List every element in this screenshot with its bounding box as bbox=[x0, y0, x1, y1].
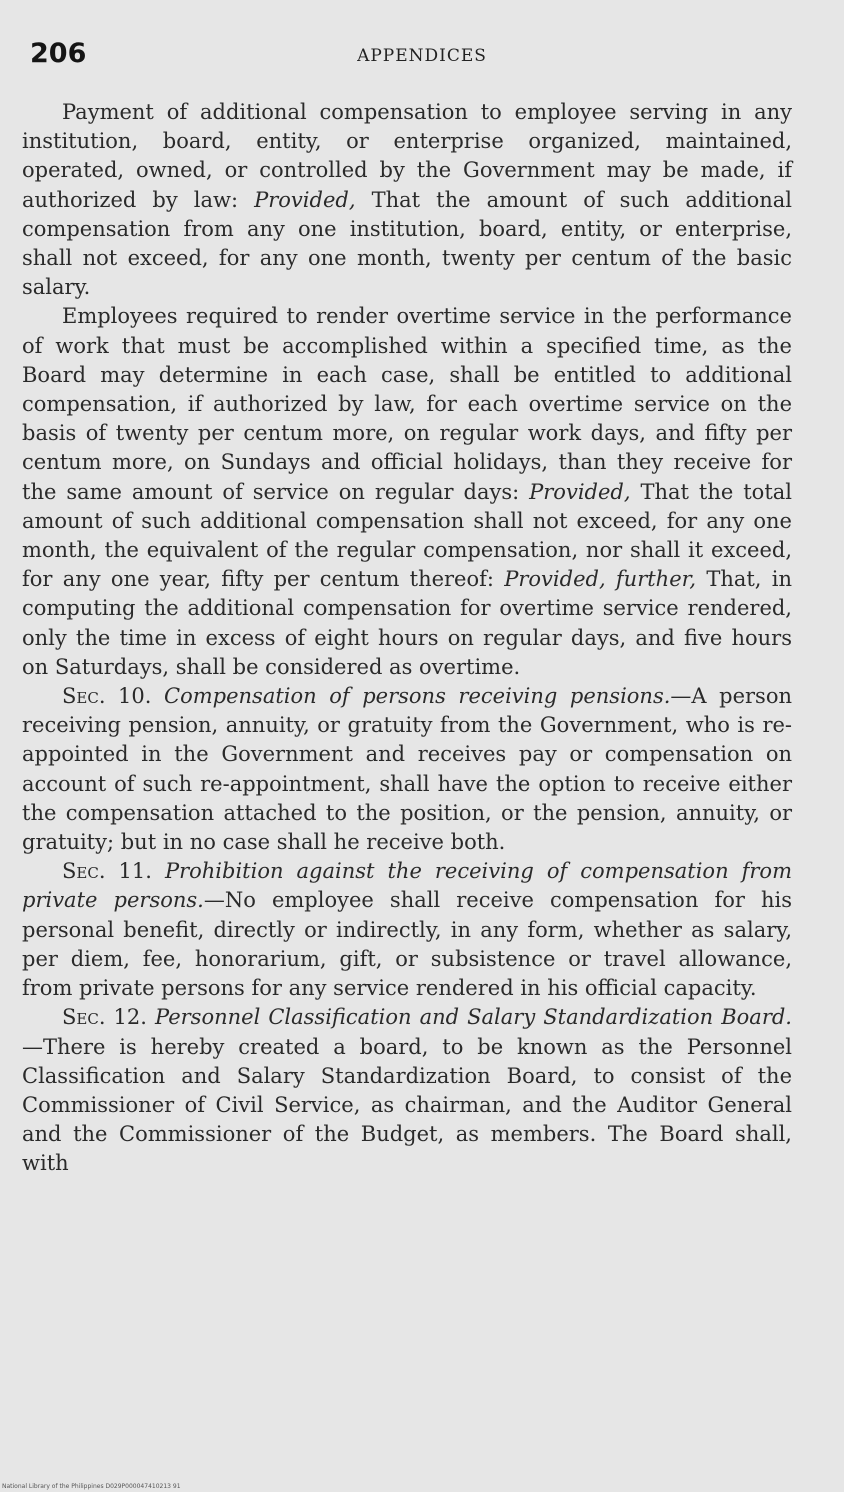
section-11 bbox=[22, 857, 792, 1003]
paragraph-overtime bbox=[22, 302, 792, 682]
section-title: Compensation of persons receiving pensions. bbox=[164, 684, 671, 709]
section-text: —A person receiving pension, annuity, or gratuity from the Government, who is re-appointed in the Government and receives pay or compensation on account of such re-appointment, shall have the option to receive either the compensation attached to the position, or the pension, annuity, or gratuity; but in no case shall he receive both. bbox=[22, 684, 792, 855]
body-text bbox=[22, 98, 792, 1179]
proviso-term: Provided, further, bbox=[504, 567, 697, 592]
page-number: 206 bbox=[30, 38, 87, 69]
library-stamp: National Library of the Philippines D029P000047410213 91 bbox=[2, 1483, 181, 1490]
section-number: Sec. 12. bbox=[62, 1005, 147, 1030]
section-title: Prohibition against the receiving of compensation from private persons. bbox=[22, 859, 792, 913]
proviso-term: Provided, bbox=[254, 187, 356, 212]
section-title: Personnel Classification and Salary Standardization Board. bbox=[155, 1005, 792, 1030]
section-number: Sec. 10. bbox=[62, 684, 152, 709]
text-segment: That the total amount of such additional compensation shall not exceed, for any one month, the equivalent of the regular compensation, nor shall it exceed, for any one year, fifty per centum thereof: bbox=[22, 479, 793, 592]
paragraph-additional-compensation bbox=[22, 98, 792, 302]
text-segment: Employees required to render overtime service in the performance of work that must be accomplished within a specified time, as the Board may determine in each case, shall be entitled to additional compensation, if authorized by law, for each overtime service on the basis of twenty per centum more, on regular work days, and fifty per centum more, on Sundays and official holidays, than they receive for the same amount of service on regular days: bbox=[22, 304, 792, 504]
section-number: Sec. 11. bbox=[62, 859, 152, 884]
section-12 bbox=[22, 1003, 792, 1178]
proviso-term: Provided, bbox=[529, 479, 631, 504]
section-text: —There is hereby created a board, to be known as the Personnel Classification and Salary Standardization Board, to consist of the Commissioner of Civil Service, as chairman, and the Auditor General and the Commissioner of the Budget, as members. The Board shall, with bbox=[22, 1034, 792, 1176]
text-segment: That, in computing the additional compensation for overtime service rendered, only the time in excess of eight hours on regular days, and five hours on Saturdays, shall be considered as overtime. bbox=[22, 567, 792, 679]
section-10 bbox=[22, 682, 792, 857]
page-header bbox=[30, 38, 814, 78]
running-head: APPENDICES bbox=[357, 46, 487, 66]
section-text: —No employee shall receive compensation for his personal benefit, directly or indirectly, in any form, whether as salary, per diem, fee, honorarium, gift, or subsistence or travel allowance, from private persons for any service rendered in his official capacity. bbox=[22, 888, 793, 1001]
text-segment: Payment of additional compensation to employee serving in any institution, board, entity, or enterprise organized, maintained, operated, owned, or controlled by the Government may be made, if authorized by law: bbox=[22, 100, 792, 212]
text-segment: That the amount of such additional compensation from any one institution, board, entity, or enterprise, shall not exceed, for any one month, twenty per centum of the basic salary. bbox=[22, 187, 793, 300]
